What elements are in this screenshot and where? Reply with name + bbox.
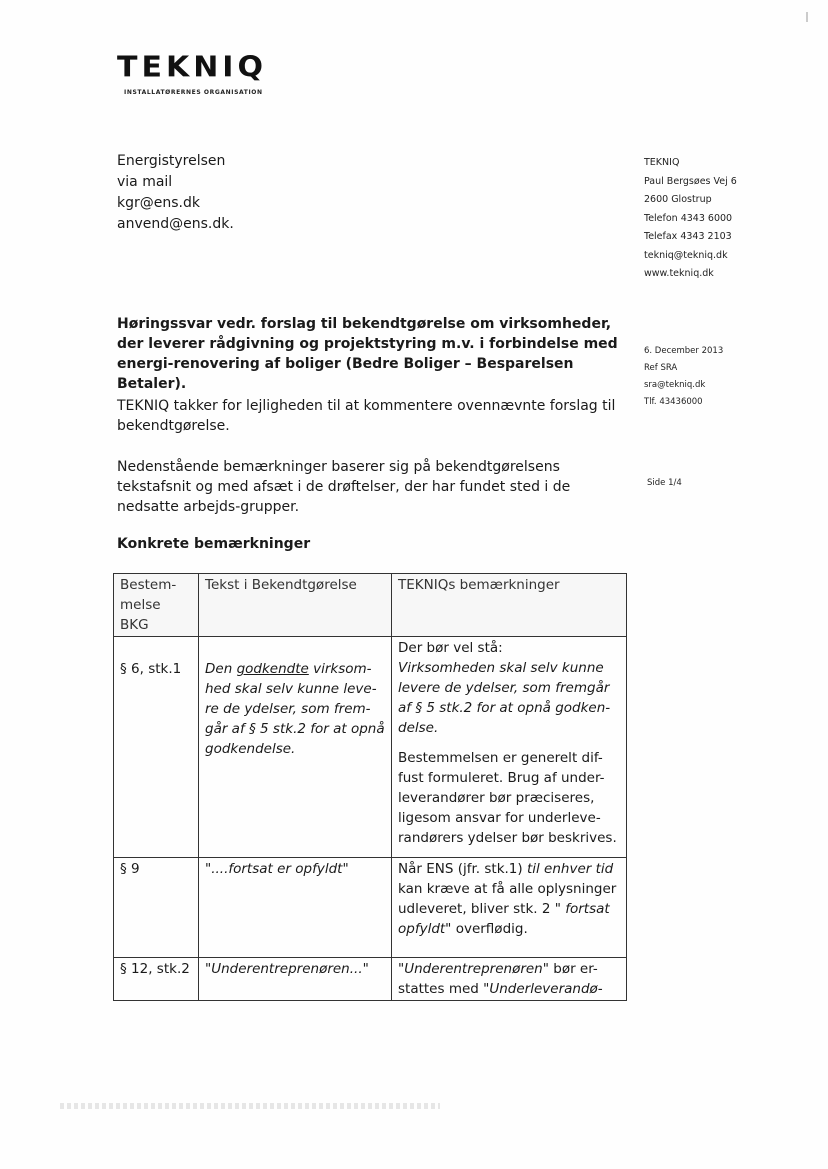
sender-line: Paul Bergsøes Vej 6 bbox=[644, 175, 737, 187]
scan-mark bbox=[806, 12, 808, 22]
remark-part: "Underleverandø- bbox=[483, 981, 603, 997]
remark-proposal: Virksomheden skal selv kunne levere de ydelser, som fremgår af § 5 stk.2 for at opnå godken-delse. bbox=[398, 660, 611, 736]
remark-part: overflødig. bbox=[451, 921, 528, 937]
recipient-line: Energistyrelsen bbox=[117, 153, 226, 169]
meta-date: 6. December 2013 bbox=[644, 346, 724, 356]
text-cell: "....fortsat er opfyldt" bbox=[199, 858, 392, 958]
meta-block bbox=[644, 343, 723, 411]
table-row bbox=[114, 958, 627, 1001]
text-cell bbox=[199, 637, 392, 858]
table-row bbox=[114, 637, 627, 858]
sender-line: Telefon 4343 6000 bbox=[644, 212, 733, 224]
logo-wordmark: TEKNIQ bbox=[117, 50, 267, 85]
recipient-email: kgr@ens.dk bbox=[117, 195, 200, 211]
text-part: Den bbox=[205, 661, 237, 677]
remarks-table bbox=[113, 573, 627, 1001]
remark-part: Når ENS (jfr. stk.1) bbox=[398, 861, 527, 877]
header-text: Tekst i Bekendtgørelse bbox=[199, 574, 392, 637]
sender-line: www.tekniq.dk bbox=[644, 268, 714, 279]
sender-line: TEKNIQ bbox=[644, 157, 680, 168]
remark-part: fortsat opfyldt" bbox=[398, 901, 610, 937]
remark-part: bør er-stattes med bbox=[398, 961, 598, 997]
intro-paragraph: TEKNIQ takker for lejligheden til at kommentere ovennævnte forslag til bekendtgørelse. bbox=[117, 398, 616, 434]
sender-line: tekniq@tekniq.dk bbox=[644, 249, 728, 261]
table-row bbox=[114, 858, 627, 958]
meta-ref: Ref SRA bbox=[644, 363, 678, 373]
sender-line: 2600 Glostrup bbox=[644, 194, 712, 205]
remark-cell bbox=[392, 858, 627, 958]
remark-extra: Bestemmelsen er generelt dif-fust formuleret. Brug af under-leverandører bør præciseres, ligesom ansvar for underleve-randørers ydelser bør beskrives. bbox=[398, 750, 617, 846]
header-remarks: TEKNIQs bemærkninger bbox=[392, 574, 627, 637]
text-part: virksom-hed skal selv kunne leve-re de ydelser, som frem-går af § 5 stk.2 for at opnå godkendelse. bbox=[205, 661, 385, 757]
remark-cell bbox=[392, 637, 627, 858]
meta-email: sra@tekniq.dk bbox=[644, 380, 706, 390]
subject-heading: Høringssvar vedr. forslag til bekendtgørelse om virksomheder, der leverer rådgivning og projektstyring m.v. i forbindelse med energi-renovering af boliger (Bedre Boliger – Besparelsen Betaler). bbox=[117, 316, 618, 392]
text-cell: "Underentreprenøren..." bbox=[199, 958, 392, 1001]
remark-intro: Der bør vel stå: bbox=[398, 640, 503, 656]
text-underlined: godkendte bbox=[236, 661, 309, 677]
provision-cell: § 6, stk.1 bbox=[114, 637, 199, 858]
provision-cell: § 9 bbox=[114, 858, 199, 958]
provision-cell: § 12, stk.2 bbox=[114, 958, 199, 1001]
section-heading: Konkrete bemærkninger bbox=[117, 536, 311, 552]
meta-phone: Tlf. 43436000 bbox=[644, 397, 703, 407]
page-number: Side 1/4 bbox=[647, 478, 682, 488]
basis-paragraph: Nedenstående bemærkninger baserer sig på bekendtgørelsens tekstafsnit og med afsæt i de drøftelser, der har fundet sted i de nedsatte arbejds-grupper. bbox=[117, 459, 571, 515]
remark-part: "Underentreprenøren" bbox=[398, 961, 549, 977]
footer-scan-noise bbox=[60, 1103, 440, 1109]
remark-cell bbox=[392, 958, 627, 1001]
table-header-row bbox=[114, 574, 627, 637]
header-provision: Bestem-melse BKG bbox=[114, 574, 199, 637]
sender-line: Telefax 4343 2103 bbox=[644, 231, 732, 242]
sender-block bbox=[644, 154, 737, 284]
recipient-email: anvend@ens.dk. bbox=[117, 216, 234, 232]
logo-tagline: INSTALLATØRERNES ORGANISATION bbox=[124, 89, 263, 96]
recipient-line: via mail bbox=[117, 174, 173, 190]
remark-part: til enhver tid bbox=[526, 861, 614, 877]
recipient-block bbox=[117, 151, 234, 235]
remark-part: kan kræve at få alle oplysninger udleveret, bliver stk. 2 " bbox=[398, 881, 617, 917]
